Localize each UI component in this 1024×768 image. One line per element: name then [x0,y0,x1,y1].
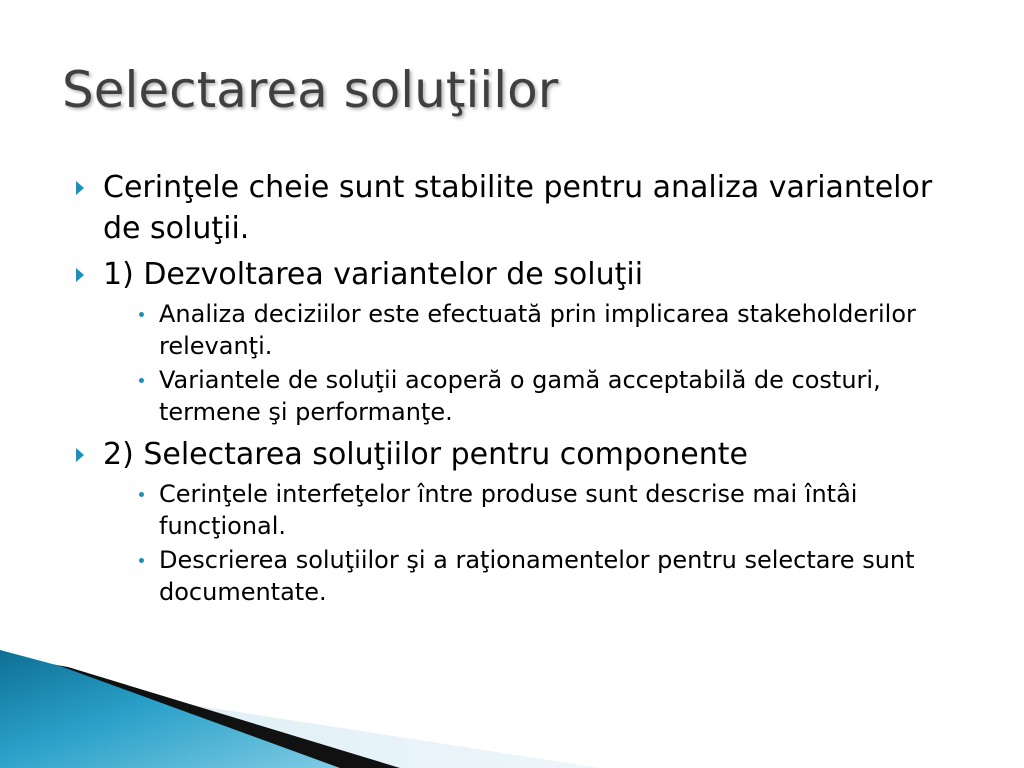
bullet-item [76,434,956,608]
bullet-text: Cerinţele cheie sunt stabilite pentru analiza variantelor de soluţii. [103,170,933,246]
sub-bullet-text: Analiza deciziilor este efectuată prin implicarea stakeholderilor relevanţi. [159,300,916,360]
sub-bullet-item [132,298,956,362]
dot-bullet-icon [139,312,144,317]
bullet-list [76,167,956,614]
bullet-item [76,167,956,249]
sub-bullet-item [132,364,956,428]
bullet-text: 1) Dezvoltarea variantelor de soluţii [103,257,644,292]
sub-bullet-text: Cerinţele interfeţelor între produse sunt descrise mai întâi funcţional. [159,480,858,540]
blue-wedge-shape [0,650,340,768]
bullet-item [76,254,956,428]
triangle-bullet-icon [76,181,84,195]
bullet-text: 2) Selectarea soluţiilor pentru componente [103,437,748,472]
sub-bullet-list [103,298,956,428]
sub-bullet-item [132,544,956,608]
dot-bullet-icon [139,492,144,497]
sub-bullet-text: Descrierea soluţiilor şi a raţionamentelor pentru selectare sunt documentate. [159,546,915,606]
sub-bullet-list [103,478,956,608]
triangle-bullet-icon [76,448,84,462]
sub-bullet-text: Variantele de soluţii acoperă o gamă acceptabilă de costuri, termene şi performanţe. [159,366,881,426]
sub-bullet-item [132,478,956,542]
triangle-bullet-icon [76,268,84,282]
dot-bullet-icon [139,378,144,383]
dot-bullet-icon [139,558,144,563]
slide-title: Selectarea soluţiilor [62,61,559,119]
